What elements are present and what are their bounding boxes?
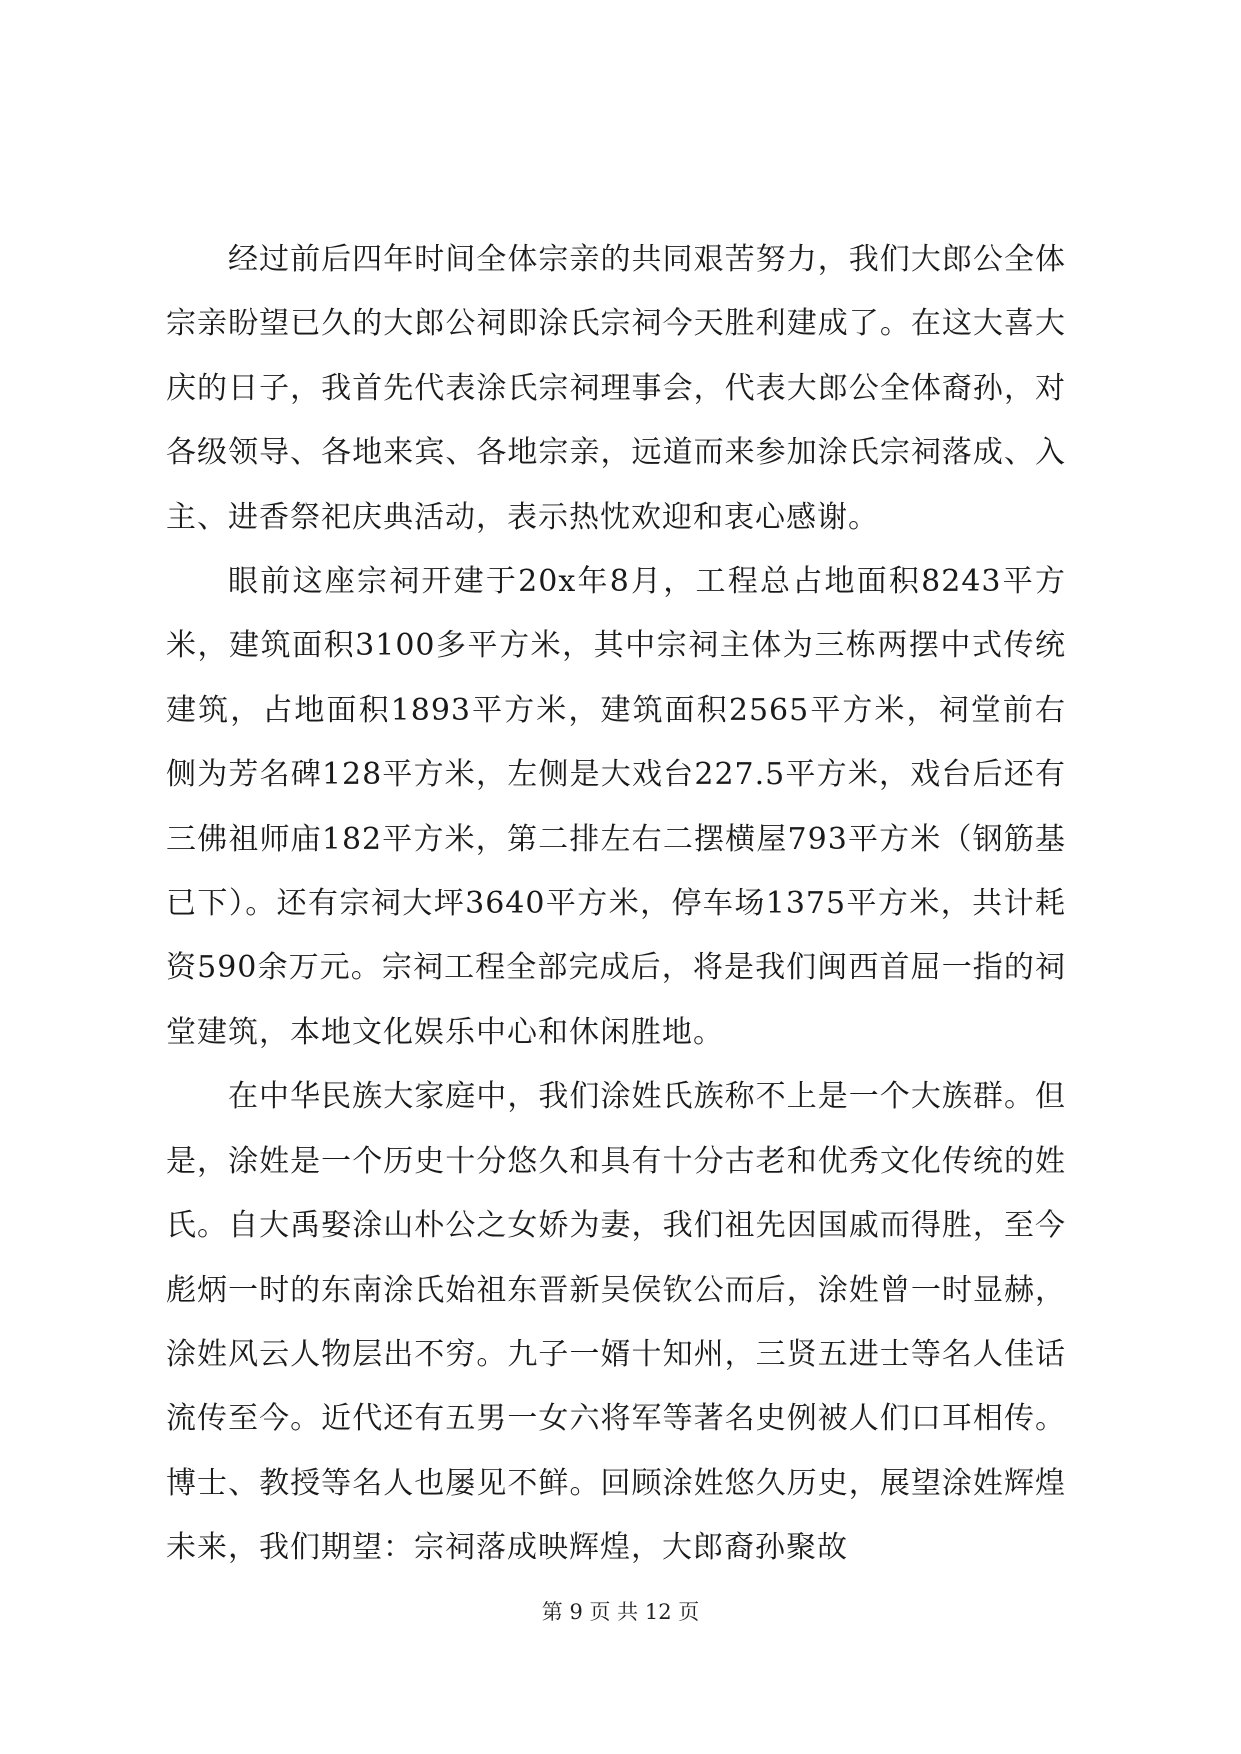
document-body (166, 228, 1066, 1581)
paragraph-3: 在中华民族大家庭中，我们涂姓氏族称不上是一个大族群。但是，涂姓是一个历史十分悠久和具有十分古老和优秀文化传统的姓氏。自大禹娶涂山朴公之女娇为妻，我们祖先因国戚而得胜，至今彪炳一时的东南涂氏始祖东晋新吴侯钦公而后，涂姓曾一时显赫，涂姓风云人物层出不穷。九子一婿十知州，三贤五进士等名人佳话流传至今。近代还有五男一女六将军等著名史例被人们口耳相传。博士、教授等名人也屡见不鲜。回顾涂姓悠久历史，展望涂姓辉煌未来，我们期望：宗祠落成映辉煌，大郎裔孙聚故 (166, 1079, 1066, 1566)
page-number-footer: 第 9 页 共 12 页 (541, 1600, 700, 1624)
paragraph-1: 经过前后四年时间全体宗亲的共同艰苦努力，我们大郎公全体宗亲盼望已久的大郎公祠即涂氏宗祠今天胜利建成了。在这大喜大庆的日子，我首先代表涂氏宗祠理事会，代表大郎公全体裔孙，对各级领导、各地来宾、各地宗亲，远道而来参加涂氏宗祠落成、入主、进香祭祀庆典活动，表示热忱欢迎和衷心感谢。 (166, 242, 1066, 535)
paragraph-2: 眼前这座宗祠开建于20x年8月，工程总占地面积8243平方米，建筑面积3100多平方米，其中宗祠主体为三栋两摆中式传统建筑，占地面积1893平方米，建筑面积2565平方米，祠堂前右侧为芳名碑128平方米，左侧是大戏台227.5平方米，戏台后还有三佛祖师庙182平方米，第二排左右二摆横屋793平方米（钢筋基已下）。还有宗祠大坪3640平方米，停车场1375平方米，共计耗资590余万元。宗祠工程全部完成后，将是我们闽西首屈一指的祠堂建筑，本地文化娱乐中心和休闲胜地。 (166, 564, 1066, 1050)
